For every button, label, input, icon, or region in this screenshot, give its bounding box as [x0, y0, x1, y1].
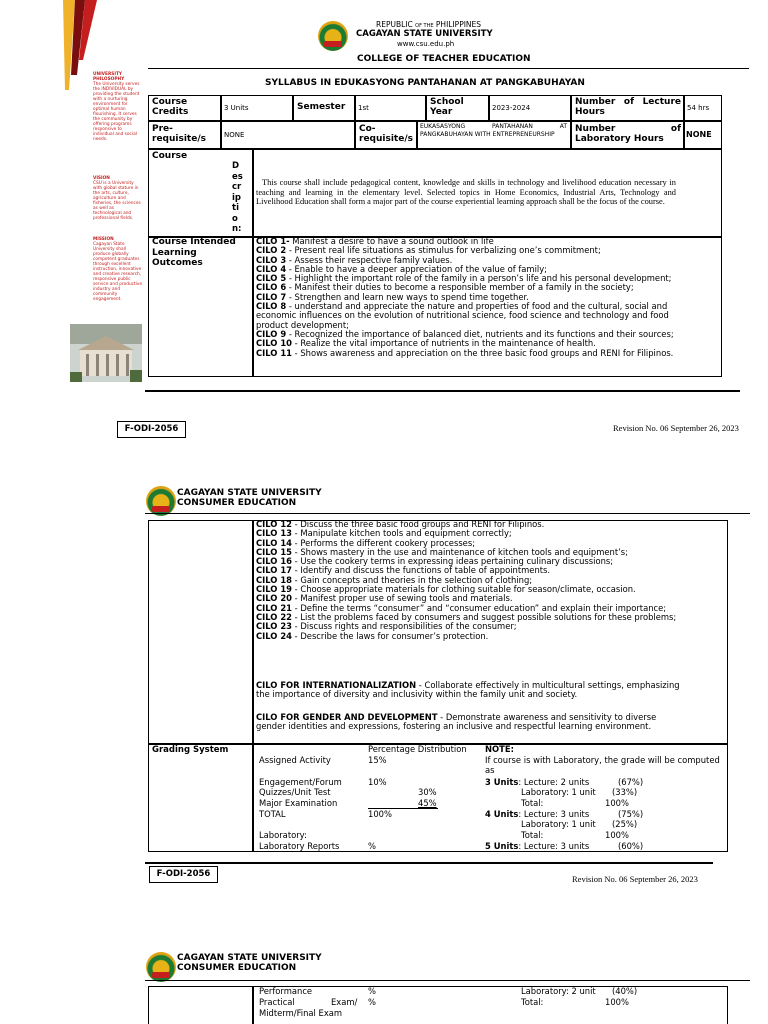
cilo-item: CILO 12 - Discuss the three basic food groups and RENI for Filipinos.: [256, 519, 545, 529]
units4-total: 100%: [605, 830, 629, 840]
republic-line: REPUBLIC OF THE PHILIPPINES: [376, 20, 482, 29]
cilo-label: Course Intended Learning Outcomes: [152, 237, 236, 268]
header-rule: [148, 68, 749, 69]
grade-item-value: %: [368, 841, 376, 851]
cilo-item: CILO 17 - Identify and discuss the functions of table of appointments.: [256, 565, 551, 576]
description-vertical-label: D es cr ip ti o n:: [232, 161, 243, 234]
cell-grading-label-continued: [148, 986, 253, 1024]
cilo-item: CILO 8 - understand and appreciate the nature and properties of food and the cultural, social and: [256, 301, 668, 312]
grade-row-left-2: Exam/: [331, 997, 358, 1007]
university-seal-logo: [146, 952, 176, 982]
sidebar-philosophy: UNIVERSITY PHILOSOPHY The University serves the INDIVIDUAL by providing the student with a nurturing environment for optimal human flourishing. It serves the community by offering programs responsive to individual and social needs.: [93, 72, 140, 142]
cilo-item: CILO 23 - Discuss rights and responsibilities of the consumer;: [256, 621, 517, 632]
units3-lecture-pct: (67%): [618, 777, 644, 787]
grading-system-label: Grading System: [152, 745, 229, 755]
cilo-item: CILO 20 - Manifest proper use of sewing tools and materials.: [256, 593, 513, 604]
cell-grading-label: [148, 744, 253, 852]
cell-cilo-label-continued: [148, 520, 253, 744]
cilo-item: CILO 22 - List the problems faced by consumers and suggest possible solutions for these problems;: [256, 611, 677, 622]
semester-value: 1st: [358, 104, 369, 112]
revision-note: Revision No. 06 September 26, 2023: [613, 423, 739, 433]
cilo-item: CILO 14 - Performs the different cookery processes;: [256, 537, 476, 548]
units4-lab-pct: (25%): [612, 819, 638, 829]
units3-lecture: 3 Units: Lecture: 2 units: [485, 777, 590, 787]
grade-item-name: Assigned Activity: [259, 755, 331, 765]
grade-row-right-label: Total:: [521, 997, 544, 1007]
cilo-item: CILO 11 - Shows awareness and appreciation on the three basic food groups and RENI for Filipinos.: [256, 347, 674, 358]
cilo-item: CILO 18 - Gain concepts and theories in the selection of clothing;: [256, 574, 533, 585]
campus-building-image: [70, 324, 142, 382]
page2-header-rule: [145, 513, 750, 514]
cilo-item: CILO 5 - Highlight the important role of the family in a person’s life and his personal development;: [256, 273, 672, 284]
units4-lab: Laboratory: 1 unit: [521, 819, 596, 829]
units3-lab-pct: (33%): [612, 787, 638, 797]
note-label: NOTE:: [485, 744, 514, 754]
page3-header: CAGAYAN STATE UNIVERSITY CONSUMER EDUCATION: [177, 953, 322, 973]
grade-row-mid: %: [368, 986, 376, 996]
coreq-value: EUKASASYONG PANTAHANAN AT PANGKABUHAYAN WITH ENTREPRENEURSHIP: [420, 123, 567, 138]
coreq-label: Co-requisite/s: [359, 124, 413, 144]
sidebar-vision: VISION CSU is a University with global stature in the arts, culture, agriculture and fisheries, the sciences as well as technological and professional fields.: [93, 176, 141, 221]
cilo-item: CILO 2 - Present real life situations as stimulus for verbalizing one’s commitment;: [256, 245, 601, 256]
grade-item-name: Quizzes/Unit Test: [259, 787, 331, 797]
lecture-hours-label: Number of Lecture Hours: [575, 97, 681, 117]
grade-row-right-value: (40%): [612, 986, 638, 996]
units4-lecture-pct: (75%): [618, 809, 644, 819]
page2-header: CAGAYAN STATE UNIVERSITY CONSUMER EDUCATION: [177, 488, 322, 508]
grade-item-value: 100%: [368, 809, 392, 819]
units4-lecture: 4 Units: Lecture: 3 units: [485, 809, 590, 819]
semester-label: Semester: [297, 102, 346, 112]
form-code-box: F-ODI-2056: [117, 421, 186, 438]
cilo-item: CILO 13 - Manipulate kitchen tools and equipment correctly;: [256, 528, 512, 539]
units3-lab: Laboratory: 1 unit: [521, 787, 596, 797]
cilo-item: CILO 16 - Use the cookery terms in expressing ideas pertaining culinary discussions;: [256, 556, 614, 567]
form-code-box: F-ODI-2056: [149, 866, 218, 883]
course-description-text: This course shall include pedagogical content, knowledge and skills in technology and livelihood education necessary in teaching and learning in the elementary level. Selected topics in Home Economics, Industrial Arts, Technology and Livelihood Education shall form a major part of the course experiential learning approach shall be the focus of the course.: [256, 178, 676, 207]
cilo-item: CILO 7 - Strengthen and learn new ways to spend time together.: [256, 291, 529, 302]
units5-lecture: 5 Units: Lecture: 3 units: [485, 841, 590, 851]
page3-header-rule: [145, 980, 750, 981]
university-seal-logo: [318, 21, 348, 51]
cilo-list-page2: [256, 520, 726, 641]
lab-hours-value: NONE: [686, 130, 712, 139]
grade-item-name: Engagement/Forum: [259, 777, 342, 787]
cilo-item-continuation: economic influences on the evolution of nutritional science, food science and technology and food: [256, 310, 669, 321]
syllabus-title: SYLLABUS IN EDUKASYONG PANTAHANAN AT PANGKABUHAYAN: [265, 78, 585, 88]
university-website: www.csu.edu.ph: [397, 40, 455, 48]
grade-row-right-label: Laboratory: 2 unit: [521, 986, 596, 996]
revision-note: Revision No. 06 September 26, 2023: [572, 874, 698, 884]
units5-lecture-pct: (60%): [618, 841, 644, 851]
percentage-header: Percentage Distribution: [368, 744, 467, 754]
cilo-item: CILO 10 - Realize the vital importance of nutrients in the maintenance of health.: [256, 338, 596, 349]
grade-row-mid: %: [368, 997, 376, 1007]
cilo-item: CILO 6 - Manifest their duties to become a responsible member of a family in the society;: [256, 282, 634, 293]
grade-item-name: Laboratory Reports: [259, 841, 340, 851]
cilo-item: CILO 4 - Enable to have a deeper appreciation of the value of family;: [256, 263, 548, 274]
page2-bottom-rule: [145, 862, 713, 864]
page1-bottom-rule: [145, 390, 740, 392]
cilo-gender-development: CILO FOR GENDER AND DEVELOPMENT - Demonstrate awareness and sensitivity to diverse gender identities and expressions, fostering an inclusive and respectful learning environment.: [256, 712, 657, 732]
prereq-value: NONE: [224, 131, 245, 139]
prereq-label: Pre-requisite/s: [152, 124, 206, 144]
grade-row-left: Midterm/Final Exam: [259, 1008, 343, 1018]
cilo-list-page1: [256, 237, 721, 358]
college-name: COLLEGE OF TEACHER EDUCATION: [357, 54, 531, 64]
school-year-value: 2023-2024: [492, 104, 531, 112]
lecture-hours-value: 54 hrs: [687, 104, 710, 112]
units4-total-label: Total:: [521, 830, 544, 840]
course-credits-label: Course Credits: [152, 97, 189, 117]
grade-item-value: 15%: [368, 755, 387, 765]
grade-row-left: Performance: [259, 986, 313, 996]
lab-hours-label: Number of Laboratory Hours: [575, 124, 681, 144]
grade-item-name: Major Examination: [259, 798, 338, 808]
cilo-internationalization: CILO FOR INTERNATIONALIZATION - Collaborate effectively in multicultural settings, emphasizing the importance of diversity and inclusivity within the family unit and society.: [256, 680, 680, 700]
note-text: If course is with Laboratory, the grade will be computed: [485, 755, 720, 765]
cilo-item: CILO 19 - Choose appropriate materials for clothing suitable for season/climate, occasion.: [256, 584, 636, 595]
grade-item-value: 30%: [418, 787, 437, 797]
grade-item-value: 45%: [418, 798, 437, 808]
cilo-item: CILO 21 - Define the terms “consumer” and “consumer education” and explain their importance;: [256, 602, 667, 613]
cilo-item: CILO 15 - Shows mastery in the use and maintenance of kitchen tools and equipment’s;: [256, 546, 628, 557]
course-credits-value: 3 Units: [224, 104, 249, 112]
grade-item-name: Laboratory:: [259, 830, 307, 840]
grade-item-name: TOTAL: [259, 809, 286, 819]
grade-row-right-value: 100%: [605, 997, 629, 1007]
university-name: CAGAYAN STATE UNIVERSITY: [356, 29, 493, 39]
grade-row-left: Practical: [259, 997, 295, 1007]
cilo-item: CILO 1- Manifest a desire to have a sound outlook in life: [256, 236, 494, 246]
cilo-item: CILO 24 - Describe the laws for consumer’s protection.: [256, 630, 489, 641]
course-label: Course: [152, 151, 188, 161]
cilo-item: CILO 3 - Assess their respective family values.: [256, 254, 453, 265]
university-seal-logo: [146, 486, 176, 516]
cilo-item-continuation: product development;: [256, 319, 349, 330]
units3-total-label: Total:: [521, 798, 544, 808]
units3-total: 100%: [605, 798, 629, 808]
sidebar-mission: MISSION Cagayan State University shall produce globally competent graduates through excellent instruction, innovative and creative research, responsive public service and productive industry and community engagement.: [93, 237, 143, 302]
note-text: as: [485, 765, 495, 775]
cilo-item: CILO 9 - Recognized the importance of balanced diet, nutrients and its functions and their sources;: [256, 328, 674, 339]
grade-item-value: 10%: [368, 777, 387, 787]
school-year-label: School Year: [430, 97, 464, 117]
